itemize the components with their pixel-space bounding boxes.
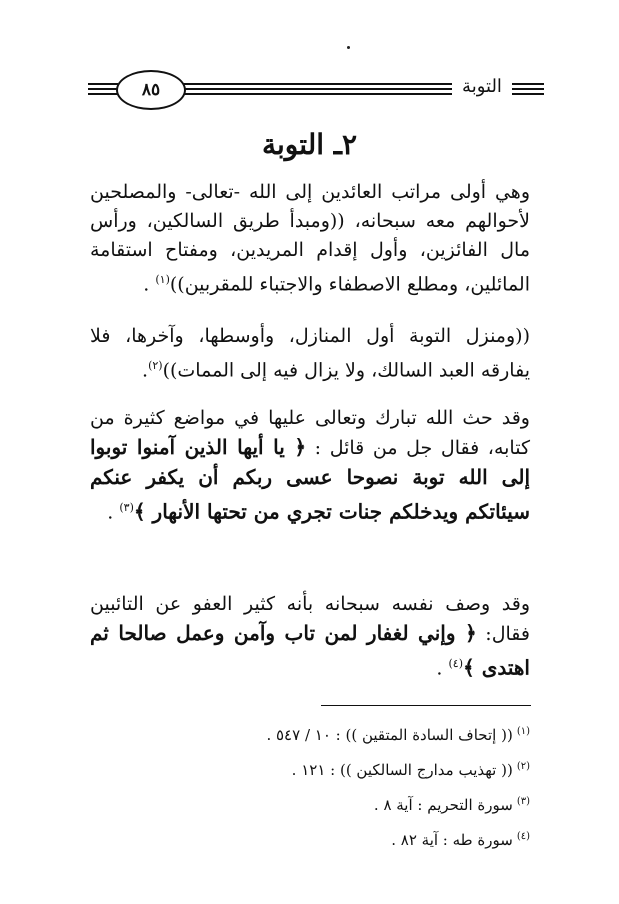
paragraph-text: وهي أولى مراتب العائدين إلى الله -تعالى- والمصلحين لأحوالهم معه سبحانه، ((ومبدأ طريق السالكين، ورأس مال الفائزين، وأول إقدام المريدين، ومفتاح استقامة المائلين، ومطلع الاصطفاء والاجتباء للمقربين)) <box>90 181 530 296</box>
footnote-3 <box>180 786 530 821</box>
header-rule <box>88 83 118 85</box>
header-rule <box>180 93 452 95</box>
header-rule <box>512 88 544 90</box>
paragraph-tail: . <box>107 501 120 524</box>
paragraph-4 <box>90 590 530 683</box>
paragraph-text: وقد حث الله تبارك وتعالى عليها في مواضع كثيرة من كتابه، فقال جل من قائل : <box>90 407 530 459</box>
paragraph-tail: . <box>143 273 156 296</box>
header-rule <box>512 83 544 85</box>
page-number: ٨٥ <box>116 70 186 110</box>
header-rule <box>180 88 452 90</box>
footnote-ref: (٤) <box>448 657 464 670</box>
paragraph-text: وقد وصف نفسه سبحانه بأنه كثير العفو عن التائبين فقال: <box>90 593 530 645</box>
ink-dot <box>347 46 350 49</box>
footnote-number: (١) <box>516 726 530 737</box>
footnote-number: (٣) <box>516 796 530 807</box>
footnote-1 <box>180 716 530 751</box>
paragraph-text: ((ومنزل التوبة أول المنازل، وأوسطها، وآخرها، فلا يفارقه العبد السالك، ولا يزال فيه إلى الممات)) <box>90 325 530 382</box>
footnote-text: (( تهذيب مدارج السالكين )) : ١٢١ . <box>291 761 513 779</box>
running-head: التوبة <box>462 76 502 97</box>
footnote-4 <box>180 821 530 856</box>
footnote-divider <box>321 705 531 706</box>
paragraph-3 <box>90 404 530 527</box>
chapter-title: ٢ـ التوبة <box>261 128 358 161</box>
footnote-ref: (٣) <box>119 501 134 514</box>
quran-verse: ﴿ وإني لغفار لمن تاب وآمن وعمل صالحا ثم اهتدى ﴾ <box>90 621 530 680</box>
paragraph-tail: . <box>436 657 449 680</box>
paragraph-2 <box>90 322 530 385</box>
page-header <box>88 70 544 114</box>
footnotes <box>180 716 530 856</box>
header-rule <box>512 93 544 95</box>
footnote-2 <box>180 751 530 786</box>
footnote-text: سورة طه : آية ٨٢ . <box>391 831 513 849</box>
footnote-text: (( إتحاف السادة المتقين )) : ١٠ / ٥٤٧ . <box>266 726 513 744</box>
quran-verse: ﴿ يا أيها الذين آمنوا توبوا إلى الله توبة نصوحا عسى ربكم أن يكفر عنكم سيئاتكم ويدخلكم جنات تجري من تحتها الأنهار ﴾ <box>90 435 530 524</box>
header-rule <box>88 88 118 90</box>
paragraph-tail: . <box>142 359 149 382</box>
footnote-number: (٢) <box>516 761 530 772</box>
header-rule <box>88 93 118 95</box>
footnote-ref: (٢) <box>148 359 163 372</box>
footnote-text: سورة التحريم : آية ٨ . <box>373 796 513 814</box>
footnote-ref: (١) <box>155 273 170 286</box>
footnote-number: (٤) <box>516 831 530 842</box>
paragraph-1 <box>90 178 530 299</box>
header-rule <box>180 83 452 85</box>
